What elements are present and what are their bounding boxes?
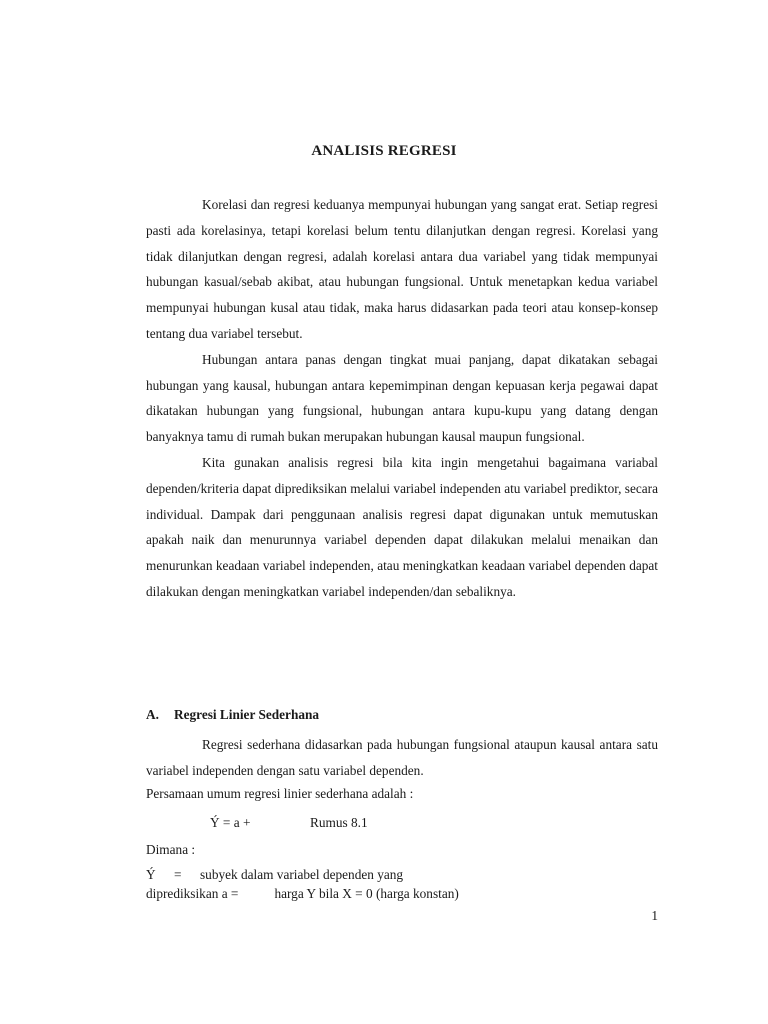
- definition-y-hat-text: subyek dalam variabel dependen yang: [200, 867, 404, 882]
- y-hat-symbol: Ý: [146, 867, 156, 882]
- definition-a-value: harga Y bila X = 0 (harga konstan): [274, 886, 459, 901]
- definition-y-hat: [146, 867, 403, 883]
- equals-sign: =: [174, 867, 182, 882]
- page-number: 1: [651, 908, 658, 923]
- regression-formula: Ý = a +: [210, 815, 251, 830]
- formula-row: [146, 815, 368, 831]
- paragraph-analisis: Kita gunakan analisis regresi bila kita ingin mengetahui bagaimana variabal dependen/kriteria dapat diprediksikan melalui variabel independen atu variabel prediktor, secara individual. Dampak dari penggunaan analisis regresi dapat digunakan untuk memutuskan apakah naik dan menurunnya variabel dependen dapat dilakukan melalui menaikan dan menurunkan keadaan variabel independen, atau meningkatkan keadaan variabel dependen dapat dilakukan dengan meningkatkan variabel independen/dan sebaliknya.: [146, 454, 658, 599]
- section-a-title: Regresi Linier Sederhana: [174, 707, 320, 722]
- section-a-heading: [146, 707, 319, 723]
- paragraph-hubungan: Hubungan antara panas dengan tingkat muai panjang, dapat dikatakan sebagai hubungan yang kausal, hubungan antara kepemimpinan dengan kepuasan kerja pegawai dapat dikatakan hubungan yang fungsional, hubungan antara kupu-kupu yang datang dengan banyaknya tamu di rumah bukan merupakan hubungan kausal maupun fungsional.: [146, 351, 658, 445]
- dimana-label: Dimana :: [146, 842, 196, 857]
- paragraph-regresi-sederhana: Regresi sederhana didasarkan pada hubungan fungsional ataupun kausal antara satu variabel independen dengan satu variabel dependen.: [146, 737, 658, 778]
- intro-paragraphs: [146, 192, 658, 605]
- section-a-number: A.: [146, 707, 159, 722]
- paragraph-korelasi: Korelasi dan regresi keduanya mempunyai hubungan yang sangat erat. Setiap regresi pasti ada korelasinya, tetapi korelasi belum tentu dilanjutkan dengan regresi. Korelasi yang tidak dilanjutkan dengan regresi, adalah korelasi antara dua variabel yang tidak mempunyai hubungan kasual/sebab akibat, atau hubungan fungsional. Untuk menetapkan kedua variabel mempunyai hubungan kusal atau tidak, maka harus didasarkan pada teori atau konsep-konsep tentang dua variabel tersebut.: [146, 197, 658, 341]
- equation-intro: Persamaan umum regresi linier sederhana adalah :: [146, 786, 414, 801]
- formula-label: Rumus 8.1: [310, 815, 368, 830]
- definition-a: [146, 886, 459, 902]
- document-title: ANALISIS REGRESI: [311, 143, 457, 159]
- section-a-body: [146, 732, 658, 784]
- definition-a-label: diprediksikan a =: [146, 886, 239, 901]
